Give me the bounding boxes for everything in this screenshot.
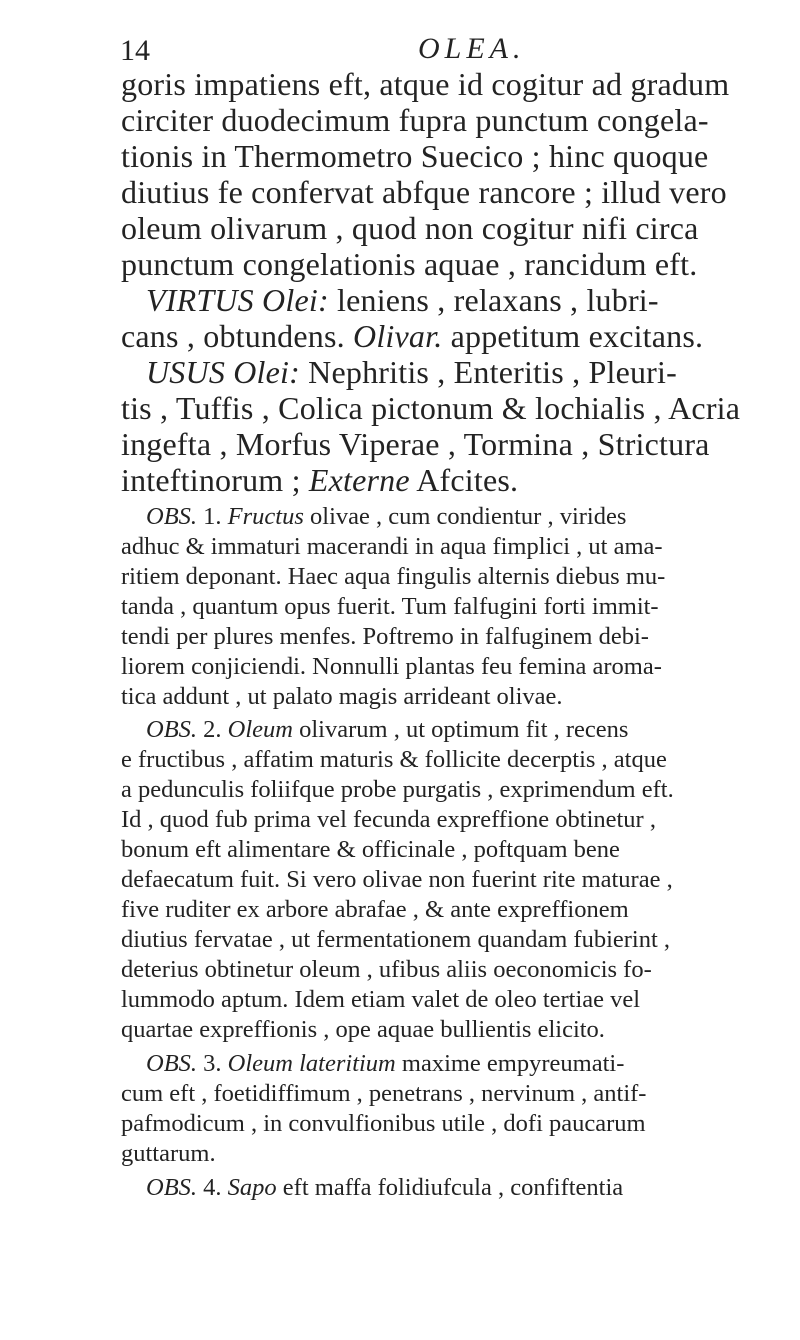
text-line: goris impatiens eft, atque id cogitur ad gradum [121, 66, 730, 102]
text-line: e fructibus , affatim maturis & follicite decerptis , atque [121, 746, 667, 773]
text-line: tica addunt , ut palato magis arrideant olivae. [121, 683, 563, 710]
obs-3-line: OBS. 3. Oleum lateritium maxime empyreumati- [146, 1050, 625, 1077]
obs-1-line: OBS. 1. Fructus olivae , cum condientur , virides [146, 503, 627, 530]
text-line: cum eft , foetidiffimum , penetrans , nervinum , antif- [121, 1080, 647, 1107]
text-line: adhuc & immaturi macerandi in aqua fimplici , ut ama- [121, 533, 663, 560]
text-line: a pedunculis foliifque probe purgatis , exprimendum eft. [121, 776, 674, 803]
virtus-heading: VIRTUS Olei: [146, 282, 329, 318]
text-line: deterius obtinetur oleum , ufibus aliis oeconomicis fo- [121, 956, 652, 983]
running-head [120, 28, 760, 68]
text-line: ingefta , Morfus Viperae , Tormina , Strictura [121, 426, 710, 462]
obs-4-line: OBS. 4. Sapo eft maffa folidiufcula , confiftentia [146, 1174, 624, 1201]
text-line: inteftinorum ; Externe Afcites. [121, 462, 519, 498]
obs-heading: OBS. [146, 716, 198, 743]
page-number: 14 [120, 34, 150, 67]
text-line: quartae expreffionis , ope aquae bullientis elicito. [121, 1016, 605, 1043]
obs-heading: OBS. [146, 1174, 198, 1201]
text-line: oleum olivarum , quod non cogitur nifi circa [121, 210, 699, 246]
text-line: liorem conjiciendi. Nonnulli plantas feu femina aroma- [121, 653, 662, 680]
virtus-line: VIRTUS Olei: leniens , relaxans , lubri- [146, 282, 659, 318]
text-line: Id , quod fub prima vel fecunda expreffione obtinetur , [121, 806, 656, 833]
text-line: tendi per plures menfes. Poftremo in falfuginem debi- [121, 623, 649, 650]
usus-line: USUS Olei: Nephritis , Enteritis , Pleuri- [146, 354, 677, 390]
running-title: OLEA. [418, 32, 526, 65]
text-line: ritiem deponant. Haec aqua fingulis alternis diebus mu- [121, 563, 666, 590]
text-line: tanda , quantum opus fuerit. Tum falfugini forti immit- [121, 593, 659, 620]
usus-heading: USUS Olei: [146, 354, 300, 390]
text-line: tis , Tuffis , Colica pictonum & lochialis , Acria [121, 390, 741, 426]
text-line: cans , obtundens. Olivar. appetitum excitans. [121, 318, 704, 354]
obs-heading: OBS. [146, 1050, 198, 1077]
text-line: five ruditer ex arbore abrafae , & ante expreffionem [121, 896, 629, 923]
text-line: punctum congelationis aquae , rancidum eft. [121, 246, 698, 282]
text-line: guttarum. [121, 1140, 216, 1167]
text-line: diutius fervatae , ut fermentationem quandam fubierint , [121, 926, 671, 953]
text-line: circiter duodecimum fupra punctum congela- [121, 102, 709, 138]
text-line: lummodo aptum. Idem etiam valet de oleo tertiae vel [121, 986, 641, 1013]
text-line: pafmodicum , in convulfionibus utile , dofi paucarum [121, 1110, 646, 1137]
text-line: diutius fe confervat abfque rancore ; illud vero [121, 174, 727, 210]
text-line: bonum eft alimentare & officinale , poftquam bene [121, 836, 620, 863]
obs-2-line: OBS. 2. Oleum olivarum , ut optimum fit , recens [146, 716, 629, 743]
obs-heading: OBS. [146, 503, 198, 530]
text-line: defaecatum fuit. Si vero olivae non fuerint rite maturae , [121, 866, 673, 893]
text-line: tionis in Thermometro Suecico ; hinc quoque [121, 138, 709, 174]
